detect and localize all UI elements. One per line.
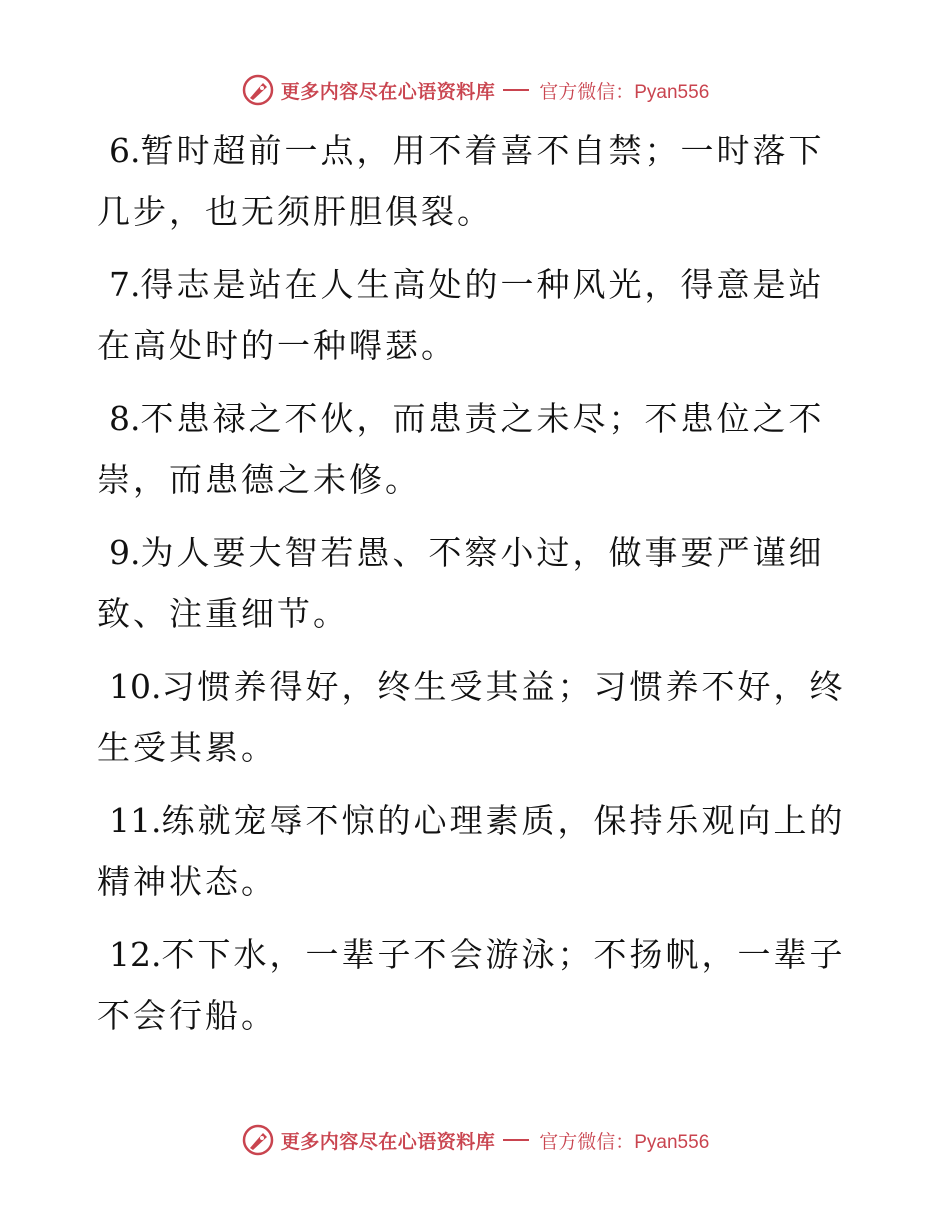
item-number: 7. [109,265,141,304]
watermark-text: 更多内容尽在心语资料库 [280,1130,496,1153]
item-number: 11. [109,801,162,840]
item-text: 不患禄之不伙，而患责之未尽；不患位之不崇，而患德之未修。 [97,399,825,499]
item-text: 不下水，一辈子不会游泳；不扬帆，一辈子不会行船。 [97,935,846,1035]
footer-watermark [0,1120,950,1160]
list-item [97,254,857,376]
item-number: 8. [109,399,141,438]
item-number: 9. [109,533,141,572]
watermark-contact: 官方微信：Pyan556 [539,81,710,103]
watermark-separator [503,89,529,91]
item-text: 暂时超前一点，用不着喜不自禁；一时落下几步，也无须肝胆俱裂。 [97,131,825,231]
item-number: 12. [109,935,162,974]
pen-nib-logo-icon [241,73,275,107]
watermark-contact: 官方微信：Pyan556 [539,1131,710,1153]
item-number: 10. [109,667,162,706]
header-watermark [0,70,950,110]
document-body [97,120,857,1058]
item-text: 习惯养得好，终生受其益；习惯养不好，终生受其累。 [97,667,846,767]
list-item [97,388,857,510]
item-text: 得志是站在人生高处的一种风光，得意是站在高处时的一种嘚瑟。 [97,265,825,365]
watermark-separator [503,1139,529,1141]
list-item [97,924,857,1046]
item-text: 为人要大智若愚、不察小过，做事要严谨细致、注重细节。 [97,533,825,633]
list-item [97,790,857,912]
list-item [97,656,857,778]
pen-nib-logo-icon [241,1123,275,1157]
item-text: 练就宠辱不惊的心理素质，保持乐观向上的精神状态。 [97,801,846,901]
item-number: 6. [109,131,141,170]
list-item [97,522,857,644]
watermark-text: 更多内容尽在心语资料库 [280,80,496,103]
list-item [97,120,857,242]
